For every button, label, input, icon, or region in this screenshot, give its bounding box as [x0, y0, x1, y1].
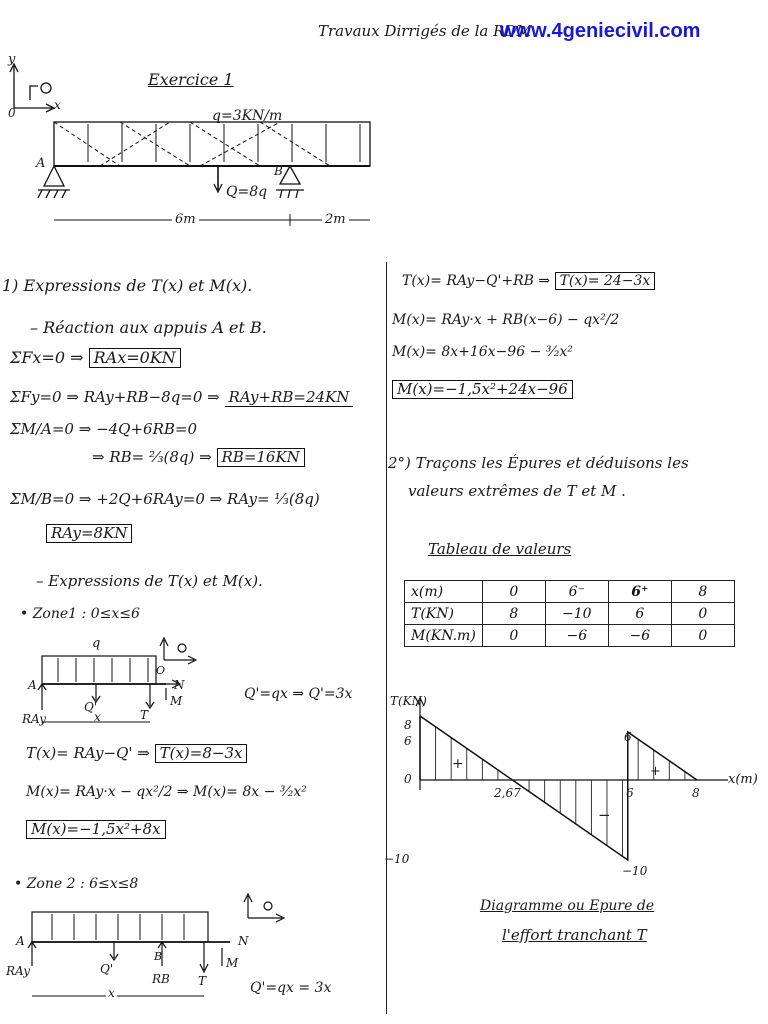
- axes-icon: [10, 64, 54, 112]
- x-tick-6: 6: [626, 786, 634, 800]
- z2-t-label: T: [198, 974, 207, 988]
- tick-8: 8: [404, 718, 412, 732]
- eq-moment-a: ΣM/A=0 ⇒ −4Q+6RB=0: [10, 420, 198, 438]
- positive-sign-1: +: [452, 756, 464, 772]
- table-row: x(m) 0 6⁻ 6⁺ 8: [405, 581, 735, 603]
- eq-sum-fy: ΣFy=0 ⇒ RAy+RB−8q=0 ⇒ RAy+RB=24KN: [10, 388, 353, 407]
- eq-sum-fx: ΣFx=0 ⇒ RAx=0KN: [10, 348, 181, 368]
- table-title: Tableau de valeurs: [428, 540, 572, 558]
- tick-6: 6: [404, 734, 412, 748]
- table-row: T(KN) 8 −10 6 0: [405, 603, 735, 625]
- peak-6-label: 6: [624, 730, 632, 744]
- x-tick-267: 2,67: [494, 786, 521, 800]
- zone1-heading: • Zone1 : 0≤x≤6: [20, 606, 140, 622]
- negative-sign: −: [598, 806, 611, 824]
- z1-q-label: q: [92, 636, 101, 651]
- z2-qprime-label: Q': [100, 962, 114, 976]
- z1-a-label: A: [28, 678, 37, 692]
- z1-ray-label: RAy: [22, 712, 46, 726]
- tick-minus-10: −10: [384, 852, 410, 866]
- z2-rb-label: RB: [152, 972, 170, 986]
- z1-m-label: M: [170, 694, 183, 708]
- z2-shear-result: T(x)= 24−3x: [555, 272, 656, 290]
- positive-sign-2: +: [650, 764, 661, 779]
- exercise-title: Exercice 1: [148, 70, 234, 89]
- document-title: Travaux Dirrigés de la RDM: [318, 22, 532, 40]
- span-right-label: 2m: [322, 212, 349, 227]
- axis-origin-label: 0: [8, 106, 16, 120]
- zone2-heading: • Zone 2 : 6≤x≤8: [14, 876, 139, 892]
- shear-series-line: [420, 716, 697, 860]
- support-b-label: B: [274, 164, 283, 178]
- result-ray-box: RAy=8KN: [46, 524, 132, 543]
- shear-ylabel: T(KN): [390, 694, 427, 708]
- resultant-label: Q=8q: [226, 184, 268, 200]
- z1-x-label: x: [94, 710, 101, 724]
- z1-n-label: N: [174, 678, 185, 692]
- reactions-heading: – Réaction aux appuis A et B.: [30, 318, 267, 337]
- values-table: [404, 580, 735, 647]
- column-divider: [386, 262, 387, 1014]
- eq-moment-b: ΣM/B=0 ⇒ +2Q+6RAy=0 ⇒ RAy= ¹⁄₃(8q): [10, 490, 320, 508]
- section-1-heading: 1) Expressions de T(x) et M(x).: [2, 276, 253, 295]
- z2-a-label: A: [16, 934, 25, 948]
- x-tick-8: 8: [692, 786, 700, 800]
- min-10-label: −10: [622, 864, 648, 878]
- z2-x-label: x: [108, 986, 115, 1000]
- z1-moment-result: M(x)=−1,5x²+8x: [26, 820, 166, 839]
- span-left-label: 6m: [172, 212, 199, 227]
- z1-t-label: T: [140, 708, 149, 722]
- shear-caption-1: Diagramme ou Epure de: [480, 898, 655, 914]
- axis-y-label: y: [8, 52, 16, 67]
- result-ray-rb: RAy+RB=24KN: [225, 389, 354, 407]
- eq-rb: ⇒ RB= ²⁄₃(8q) ⇒ RB=16KN: [92, 448, 305, 467]
- load-label: q=3KN/m: [212, 108, 283, 124]
- axis-x-label: x: [54, 98, 61, 112]
- website-link[interactable]: www.4geniecivil.com: [500, 20, 701, 42]
- shear-diagram: [416, 698, 746, 860]
- table-row: M(KN.m) 0 −6 −6 0: [405, 625, 735, 647]
- z1-shear-result: T(x)=8−3x: [155, 744, 248, 763]
- shear-xlabel: x(m): [728, 772, 758, 787]
- expressions-heading: – Expressions de T(x) et M(x).: [36, 572, 263, 590]
- z2-n-label: N: [238, 934, 249, 948]
- z2-shear-eq: T(x)= RAy−Q'+RB ⇒ T(x)= 24−3x: [402, 272, 655, 290]
- section-2-heading-cont: valeurs extrêmes de T et M .: [408, 482, 626, 500]
- z2-qprime-relation: Q'=qx = 3x: [250, 980, 332, 996]
- zone1-beam: [38, 638, 196, 722]
- z1-o-label: O: [156, 664, 166, 677]
- result-rax: RAx=0KN: [89, 348, 181, 368]
- z2-moment-eq: M(x)= RAy·x + RB(x−6) − qx²/2: [392, 312, 620, 328]
- shear-caption-2: l'effort tranchant T: [502, 926, 647, 944]
- z2-ray-label: RAy: [6, 964, 30, 978]
- tick-0: 0: [404, 772, 412, 786]
- z1-qprime-relation: Q'=qx ⇒ Q'=3x: [244, 686, 353, 702]
- z1-moment-eq: M(x)= RAy·x − qx²/2 ⇒ M(x)= 8x − ³⁄₂x²: [26, 784, 307, 800]
- z2-moment-result: M(x)=−1,5x²+24x−96: [392, 380, 573, 399]
- section-2-heading: 2°) Traçons les Épures et déduisons les: [388, 454, 689, 472]
- support-a-label: A: [36, 156, 46, 171]
- z2-m-label: M: [226, 956, 239, 970]
- z2-b-label: B: [154, 950, 163, 963]
- main-beam: [38, 122, 370, 226]
- z2-moment-expanded: M(x)= 8x+16x−96 − ³⁄₂x²: [392, 344, 573, 360]
- z1-shear-eq: T(x)= RAy−Q' ⇒ T(x)=8−3x: [26, 744, 247, 763]
- result-rb: RB=16KN: [217, 448, 305, 467]
- z1-qprime-label: Q': [84, 700, 98, 714]
